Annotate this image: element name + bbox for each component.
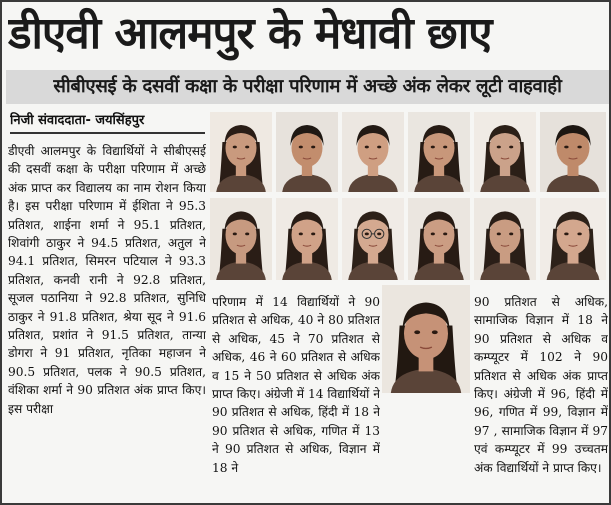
student-photo [342, 198, 404, 280]
subheadline: सीबीएसई के दसवीं कक्षा के परीक्षा परिणाम में अच्छे अंक लेकर लूटी वाहवाही [6, 70, 609, 104]
student-photo [474, 198, 536, 280]
student-photo-featured [382, 285, 470, 393]
student-photo [540, 112, 606, 192]
headline: डीएवी आलमपुर के मेधावी छाए [8, 8, 492, 59]
student-photo [408, 198, 470, 280]
student-photo [408, 112, 470, 192]
article-column-2: परिणाम में 14 विद्यार्थियों ने 90 प्रतिशत से अधिक, 40 ने 80 प्रतिशत से अधिक, 45 ने 70 प्रतिशत से अधिक, 46 ने 60 प्रतिशत से अधिक व 15 ने 50 प्रतिशत से अधिक अंक प्राप्त किए। अंग्रेजी में 14 विद्यार्थियों ने 90 प्रतिशत से अधिक, हिंदी में 18 ने 90 प्रतिशत से अधिक, गणित में 13 ने 90 प्रतिशत से अधिक, विज्ञान में 18 ने [212, 295, 380, 475]
student-photo [474, 112, 536, 192]
byline: निजी संवाददाता- जयसिंहपुर [10, 110, 205, 134]
student-photo [276, 198, 338, 280]
article-column-3: 90 प्रतिशत से अधिक, सामाजिक विज्ञान में 18 ने 90 प्रतिशत से अधिक व कम्प्यूटर में 102 ने 90 प्रतिशत से अधिक अंक प्राप्त किए। अंग्रेजी में 96, हिंदी में 96, गणित में 99, विज्ञान में 97 , सामाजिक विज्ञान में 97 एवं कम्प्यूटर में 99 उच्चतम अंक विद्यार्थियों ने प्राप्त किए। [474, 295, 608, 475]
student-photo [210, 112, 272, 192]
student-photo [276, 112, 338, 192]
student-photo [210, 198, 272, 280]
student-photo [342, 112, 404, 192]
student-photo [540, 198, 606, 280]
article-column-1: डीएवी आलमपुर के विद्यार्थियों ने सीबीएसई की दसवीं कक्षा के परीक्षा परिणाम में अच्छे अंक प्राप्त कर विद्यालय का नाम रोशन किया है। इस परीक्षा परिणाम में ईशिता ने 95.3 प्रतिशत, शाईना शर्मा ने 95.1 प्रतिशत, शिवांगी ठाकुर ने 94.5 प्रतिशत, अतुल ने 94.1 प्रतिशत, सिमरन पटियाल ने 93.3 प्रतिशत, कनवी रानी ने 92.8 प्रतिशत, सूजल पठानिया ने 92.8 प्रतिशत, सुनिधि ठाकुर ने 91.8 प्रतिशत, श्रेया सूद ने 91.6 प्रतिशत, प्रशांत ने 91.5 प्रतिशत, तान्या डोगरा ने 91 प्रतिशत, नृतिका महाजन ने 90.5 प्रतिशत, पलक ने 90.5 प्रतिशत, वंशिका शर्मा ने 90 प्रतिशत अंक प्राप्त किए। इस परीक्षा [8, 144, 206, 416]
